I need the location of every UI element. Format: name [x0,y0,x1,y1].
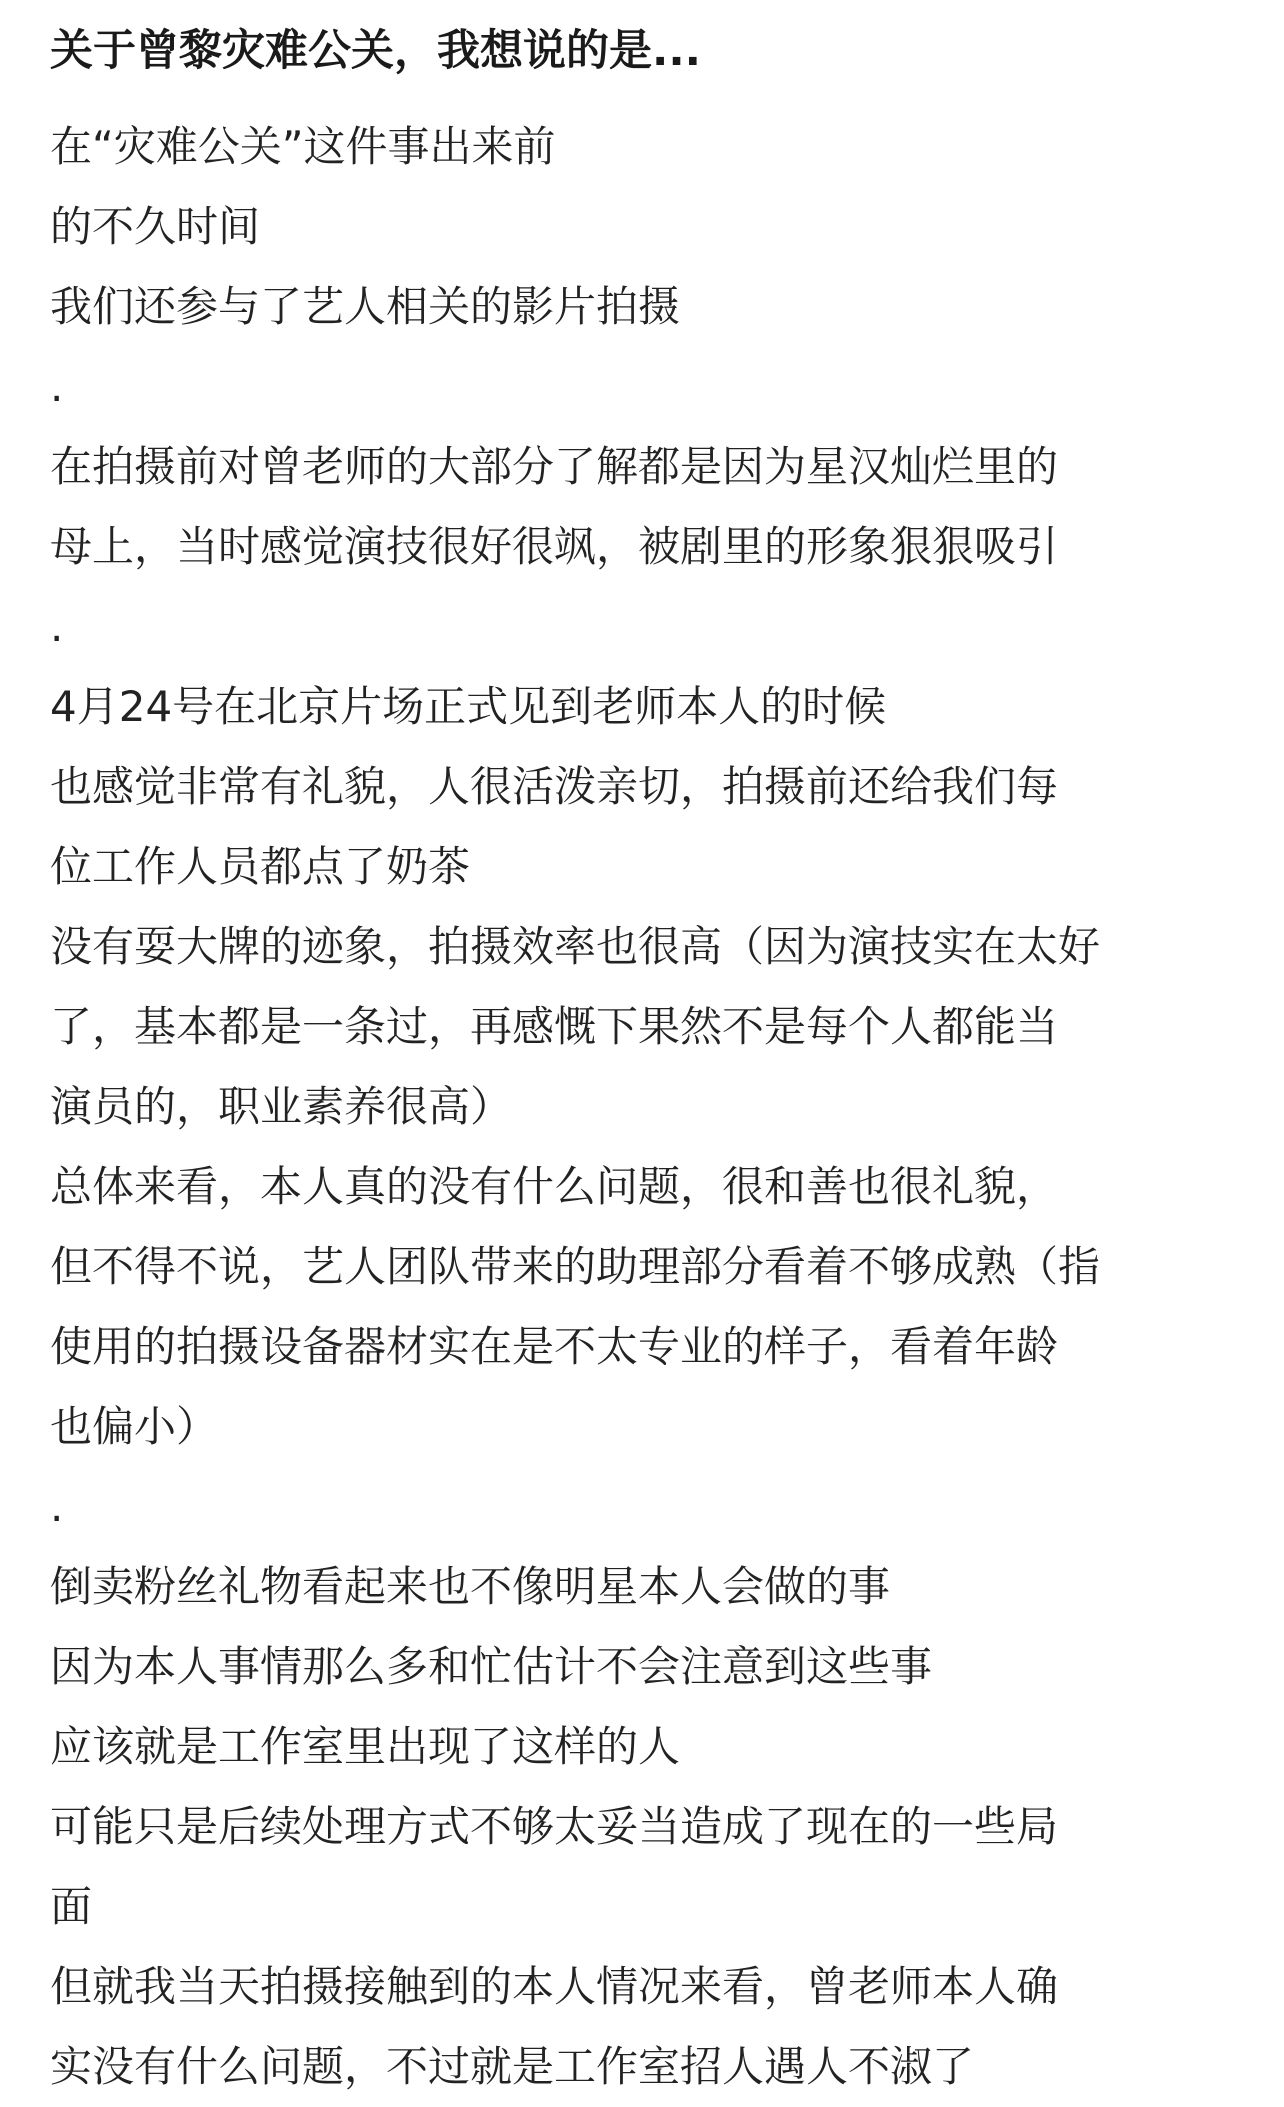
body-line: . [50,602,64,651]
body-line: 了，基本都是一条过，再感慨下果然不是每个人都能当 [50,1002,1059,1051]
body-line: 没有耍大牌的迹象，拍摄效率也很高（因为演技实在太好 [50,922,1101,971]
body-line: 使用的拍摄设备器材实在是不太专业的样子，看着年龄 [50,1322,1059,1371]
body-line: . [50,362,64,411]
body-line: 演员的，职业素养很高） [50,1082,513,1131]
body-line: 也偏小） [50,1402,219,1451]
body-line: . [50,1482,64,1531]
body-line: 在拍摄前对曾老师的大部分了解都是因为星汉灿烂里的 [50,442,1059,491]
body-line: 母上，当时感觉演技很好很飒，被剧里的形象狠狠吸引 [50,522,1059,571]
body-line: 的不久时间 [50,202,261,251]
body-line: 位工作人员都点了奶茶 [50,842,471,891]
body-line: 应该就是工作室里出现了这样的人 [50,1722,681,1771]
body-line: 倒卖粉丝礼物看起来也不像明星本人会做的事 [50,1562,891,1611]
body-line: 实没有什么问题，不过就是工作室招人遇人不淑了 [50,2042,975,2091]
body-line: 4月24号在北京片场正式见到老师本人的时候 [50,682,887,731]
body-line: 因为本人事情那么多和忙估计不会注意到这些事 [50,1642,933,1691]
body-line: 也感觉非常有礼貌，人很活泼亲切，拍摄前还给我们每 [50,762,1059,811]
body-line: 但就我当天拍摄接触到的本人情况来看，曾老师本人确 [50,1962,1059,2011]
body-line: 我们还参与了艺人相关的影片拍摄 [50,282,681,331]
post-body [50,107,1250,2107]
body-line: 总体来看，本人真的没有什么问题，很和善也很礼貌， [50,1162,1059,1211]
post-title: 关于曾黎灾难公关，我想说的是... [50,26,702,76]
body-line: 但不得不说，艺人团队带来的助理部分看着不够成熟（指 [50,1242,1101,1291]
body-line: 面 [50,1882,93,1931]
body-line: 可能只是后续处理方式不够太妥当造成了现在的一些局 [50,1802,1059,1851]
body-line: 在“灾难公关”这件事出来前 [50,122,556,171]
